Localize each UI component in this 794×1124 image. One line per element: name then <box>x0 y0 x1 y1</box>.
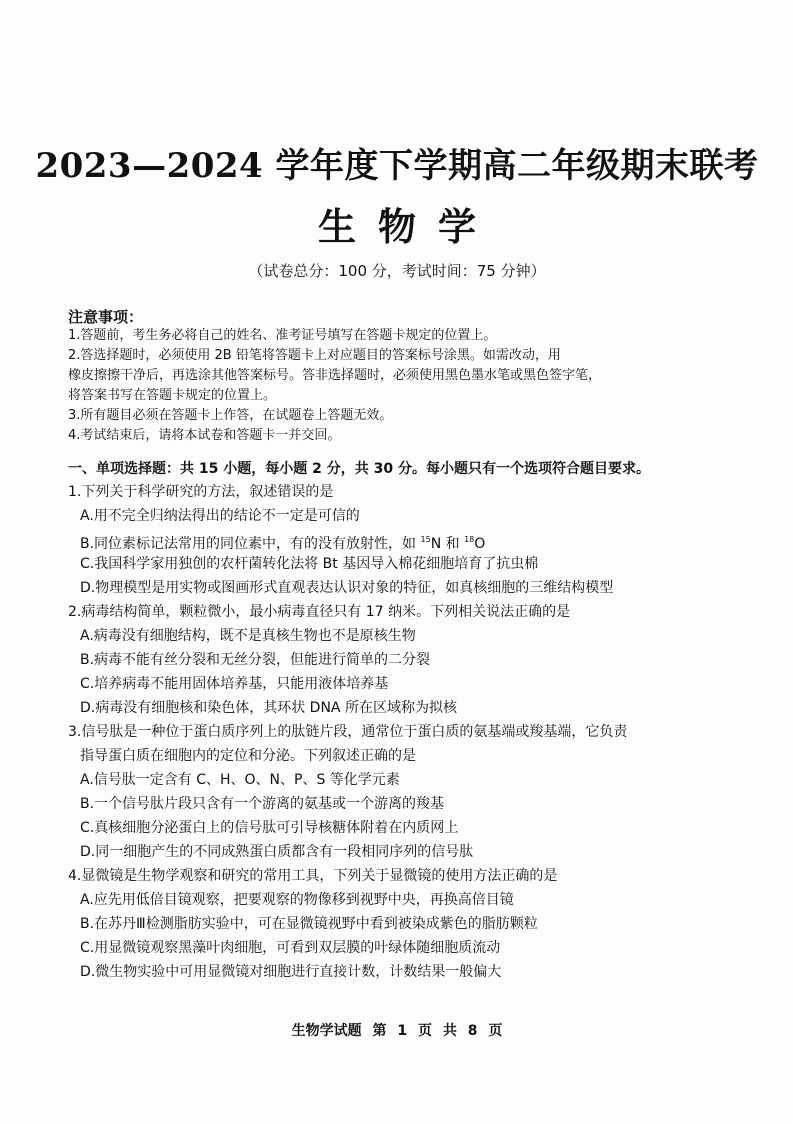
notice-item: 3.所有题目必须在答题卡上作答，在试题卷上答题无效。 <box>68 408 393 423</box>
question-option: B.一个信号肽片段只含有一个游离的氨基或一个游离的羧基 <box>80 796 445 812</box>
page-footer: 生物学试题 第 1 页 共 8 页 <box>291 1023 503 1039</box>
question-stem: 3.信号肽是一种位于蛋白质序列上的肽链片段，通常位于蛋白质的氨基端或羧基端，它负责 <box>68 724 628 740</box>
question-stem-continued: 指导蛋白质在细胞内的定位和分泌。下列叙述正确的是 <box>80 748 416 764</box>
notice-item: 1.答题前，考生务必将自己的姓名、准考证号填写在答题卡规定的位置上。 <box>68 328 497 343</box>
isotope-element: O <box>474 536 486 552</box>
question-option: D.病毒没有细胞核和染色体，其环状 DNA 所在区域称为拟核 <box>80 700 457 716</box>
question-option: C.我国科学家用独创的农杆菌转化法将 Bt 基因导入棉花细胞培育了抗虫棉 <box>80 556 539 572</box>
question-option: A.用不完全归纳法得出的结论不一定是可信的 <box>80 508 360 524</box>
question-option: C.真核细胞分泌蛋白上的信号肽可引导核糖体附着在内质网上 <box>80 820 459 836</box>
question-stem: 2.病毒结构简单，颗粒微小，最小病毒直径只有 17 纳米。下列相关说法正确的是 <box>68 604 571 620</box>
question-option: B.病毒不能有丝分裂和无丝分裂，但能进行简单的二分裂 <box>80 652 431 668</box>
question-option: C.培养病毒不能用固体培养基，只能用液体培养基 <box>80 676 389 692</box>
isotope-element: N <box>430 536 442 552</box>
question-option: A.信号肽一定含有 C、H、O、N、P、S 等化学元素 <box>80 772 400 788</box>
subject-title: 生物学 <box>317 205 498 249</box>
exam-info: （试卷总分：100 分，考试时间：75 分钟） <box>248 262 546 280</box>
question-option: B.在苏丹Ⅲ检测脂肪实验中，可在显微镜视野中看到被染成紫色的脂肪颗粒 <box>80 916 538 932</box>
question-option: D.同一细胞产生的不同成熟蛋白质都含有一段相同序列的信号肽 <box>80 844 474 860</box>
isotope-mass: 18 <box>464 535 475 544</box>
isotope-conjunction: 和 <box>441 536 465 552</box>
notice-item: 2.答选择题时，必须使用 2B 铅笔将答题卡上对应题目的答案标号涂黑。如需改动，用 <box>68 348 561 363</box>
question-option: C.用显微镜观察黑藻叶肉细胞，可看到双层膜的叶绿体随细胞质流动 <box>80 940 501 956</box>
option-text: B.同位素标记法常用的同位素中，有的没有放射性，如 <box>80 536 421 552</box>
question-stem: 1.下列关于科学研究的方法，叙述错误的是 <box>68 484 334 500</box>
notice-item-continued: 将答案书写在答题卡规定的位置上。 <box>68 388 277 403</box>
notice-item-continued: 橡皮擦擦干净后，再选涂其他答案标号。答非选择题时，必须使用黑色墨水笔或黑色签字笔， <box>68 368 602 383</box>
isotope-mass: 15 <box>420 535 431 544</box>
notice-item: 4.考试结束后，请将本试卷和答题卡一并交回。 <box>68 428 341 443</box>
question-option: A.病毒没有细胞结构，既不是真核生物也不是原核生物 <box>80 628 416 644</box>
question-stem: 4.显微镜是生物学观察和研究的常用工具，下列关于显微镜的使用方法正确的是 <box>68 868 558 884</box>
notice-heading: 注意事项： <box>68 308 144 326</box>
question-option: D.微生物实验中可用显微镜对细胞进行直接计数，计数结果一般偏大 <box>80 964 502 980</box>
question-option: D.物理模型是用实物或图画形式直观表达认识对象的特征，如真核细胞的三维结构模型 <box>80 580 614 596</box>
question-option: A.应先用低倍目镜观察，把要观察的物像移到视野中央，再换高倍目镜 <box>80 892 514 908</box>
exam-title: 2023—2024 学年度下学期高二年级期末联考 <box>35 146 759 186</box>
section-title: 一、单项选择题：共 15 小题，每小题 2 分，共 30 分。每小题只有一个选项符合题目要求。 <box>68 461 650 477</box>
